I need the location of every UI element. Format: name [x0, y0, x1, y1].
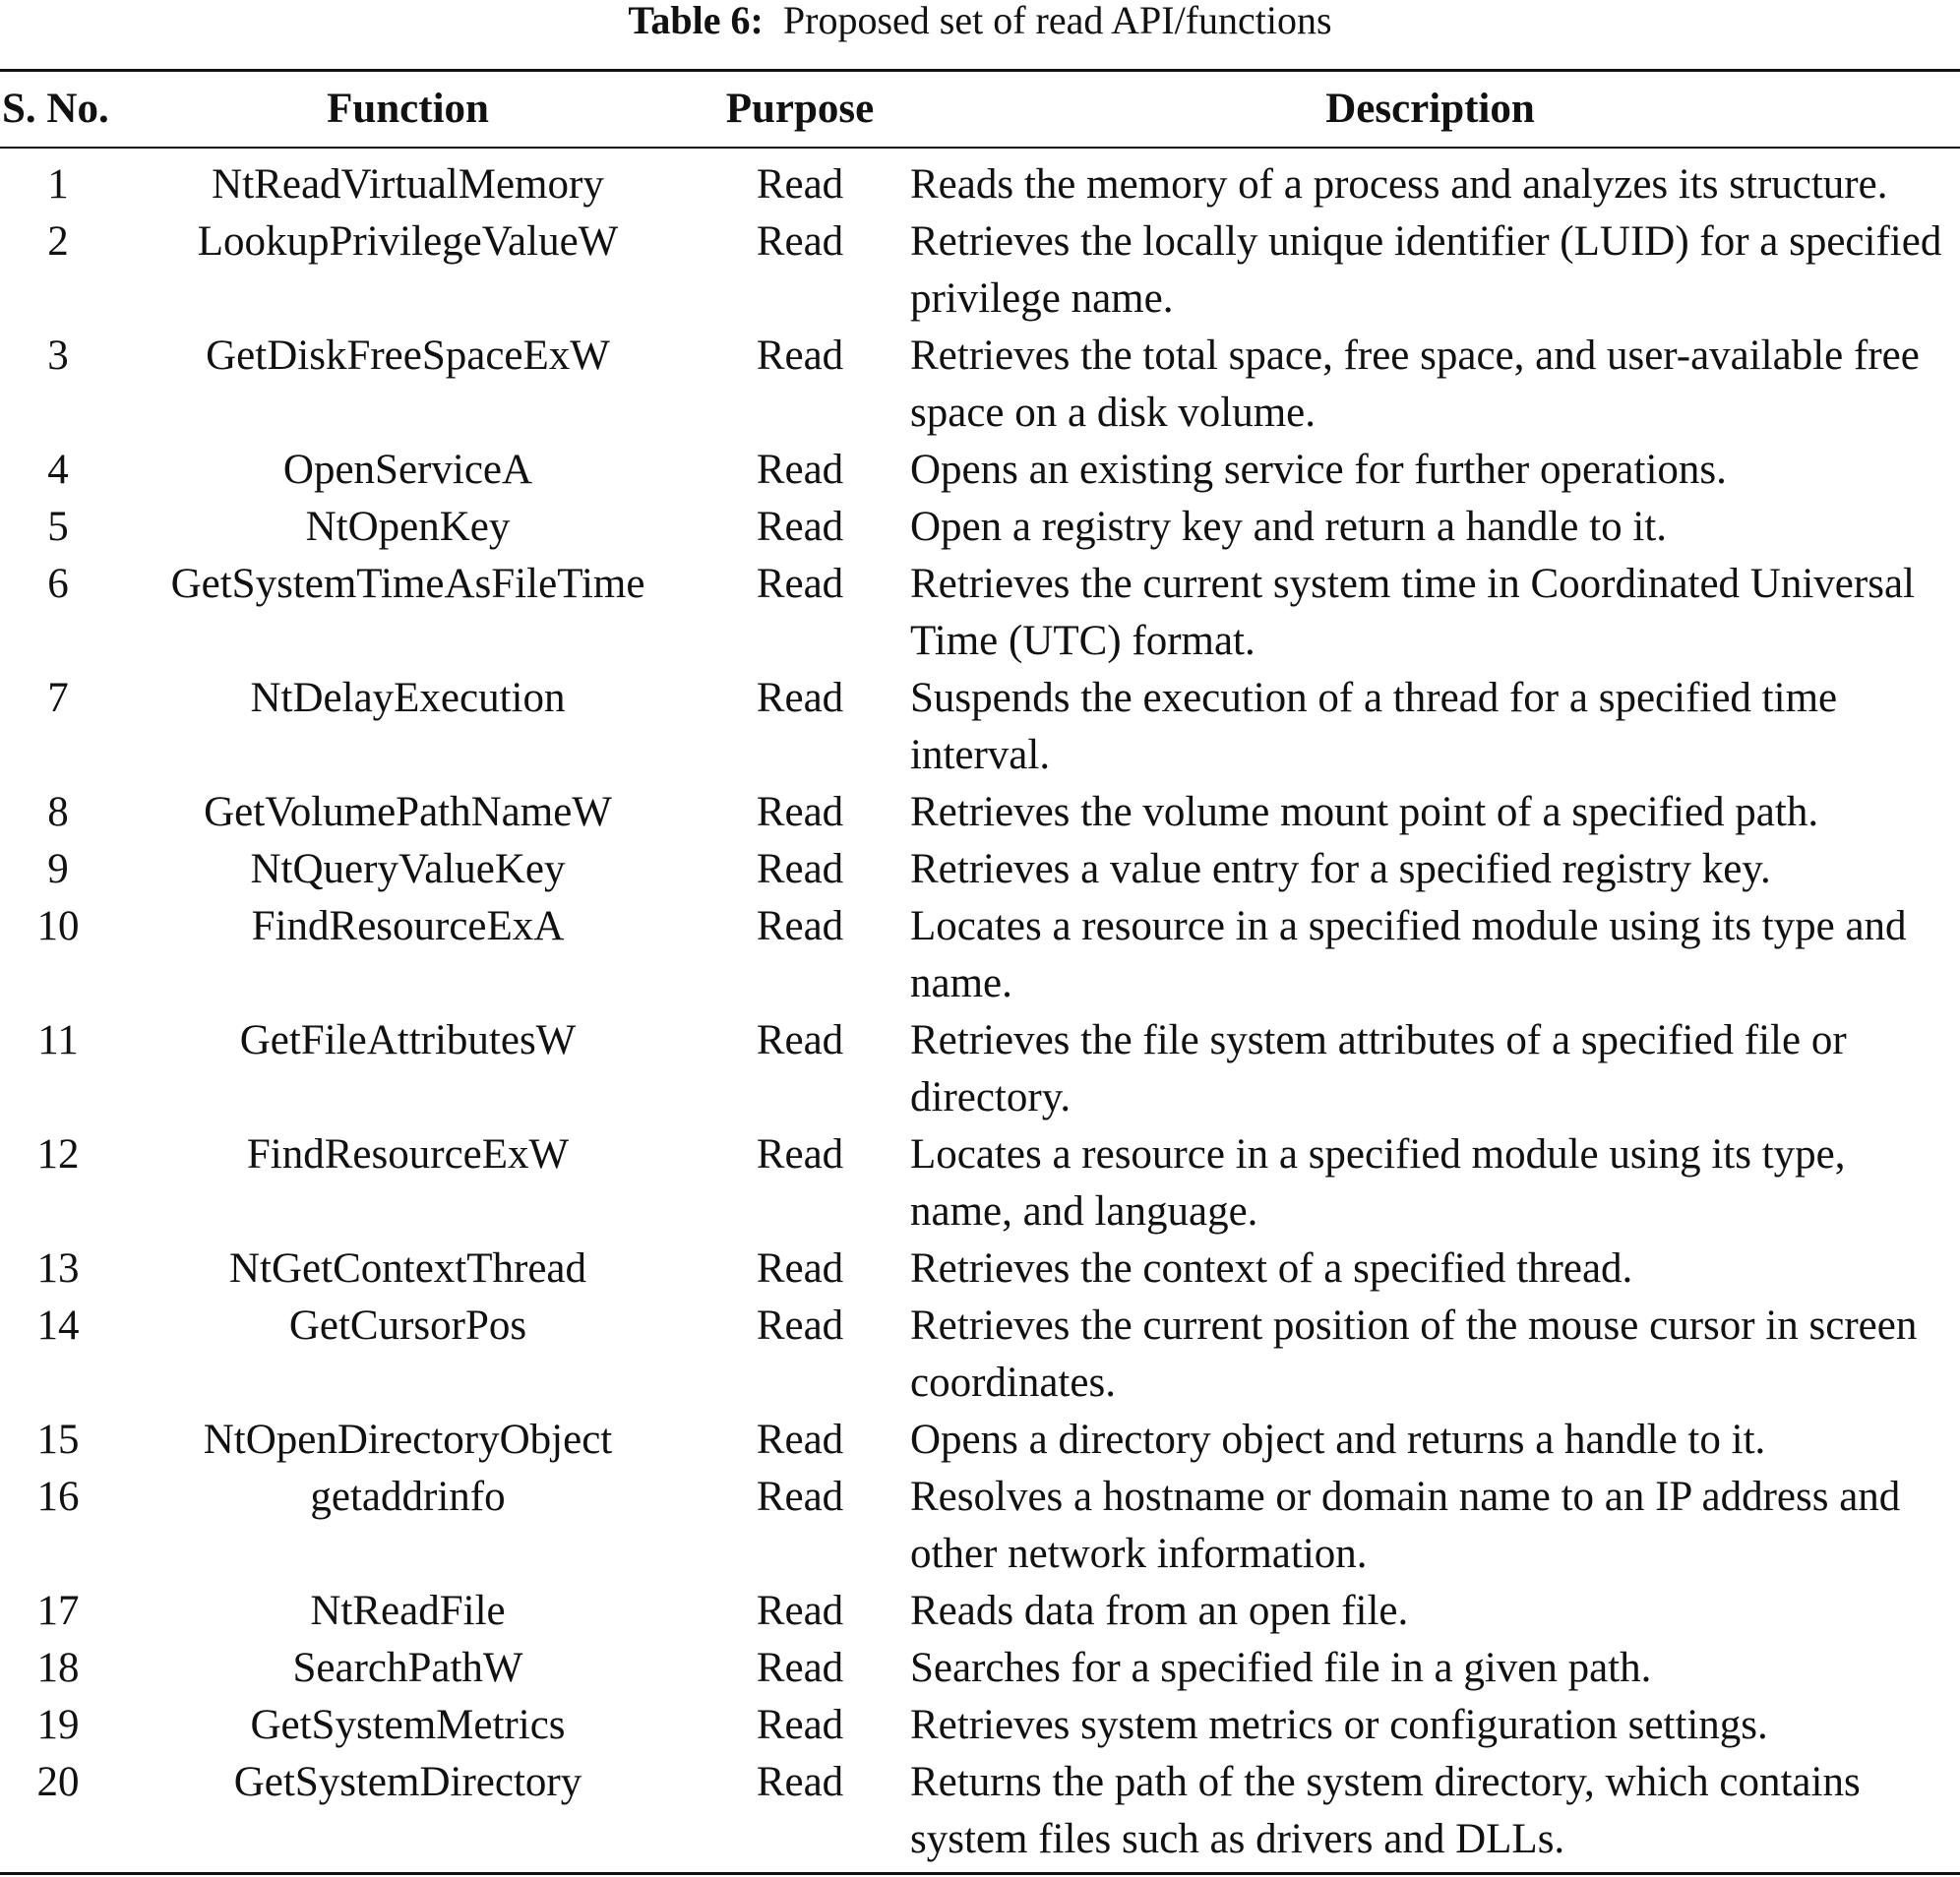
table-row — [0, 1241, 1960, 1298]
cell-function: GetFileAttributesW — [239, 1017, 577, 1063]
cell-purpose: Read — [756, 675, 844, 721]
cell-sno: 19 — [36, 1702, 80, 1748]
cell-sno: 16 — [36, 1474, 80, 1520]
cell-function: NtOpenDirectoryObject — [203, 1417, 613, 1463]
cell-sno: 2 — [47, 218, 69, 265]
cell-description: Locates a resource in a specified module using its type, name, and language. — [910, 1131, 1846, 1235]
cell-description: Returns the path of the system directory, which contains system files such as drivers and DLLs. — [910, 1759, 1861, 1862]
cell-purpose: Read — [756, 1017, 844, 1063]
table-caption — [0, 0, 1960, 41]
cell-function: FindResourceExA — [251, 903, 565, 949]
cell-function: GetSystemMetrics — [250, 1702, 566, 1748]
cell-function: SearchPathW — [292, 1645, 523, 1691]
header-sno: S. No. — [2, 86, 109, 132]
cell-sno: 6 — [47, 561, 69, 607]
cell-sno: 20 — [36, 1759, 80, 1805]
cell-purpose: Read — [756, 1759, 844, 1805]
cell-function: NtQueryValueKey — [250, 846, 566, 892]
cell-description: Retrieves a value entry for a specified registry key. — [910, 846, 1771, 892]
cell-sno: 1 — [47, 161, 69, 208]
table-row — [0, 499, 1960, 556]
cell-sno: 11 — [37, 1017, 79, 1063]
cell-description: Retrieves the context of a specified thread. — [910, 1245, 1633, 1292]
cell-sno: 15 — [36, 1417, 80, 1463]
cell-description: Retrieves the current system time in Coordinated Universal Time (UTC) format. — [910, 561, 1915, 664]
cell-function: LookupPrivilegeValueW — [197, 218, 619, 265]
cell-function: getaddrinfo — [310, 1474, 506, 1520]
cell-sno: 17 — [36, 1588, 80, 1634]
cell-sno: 18 — [36, 1645, 80, 1691]
cell-sno: 5 — [47, 504, 69, 550]
api-functions-table — [0, 69, 1960, 1875]
cell-function: GetCursorPos — [288, 1302, 527, 1349]
cell-description: Retrieves the volume mount point of a specified path. — [910, 789, 1819, 835]
cell-purpose: Read — [756, 1588, 844, 1634]
table-caption-label: Table 6: — [628, 0, 764, 42]
cell-purpose: Read — [756, 1417, 844, 1463]
cell-purpose: Read — [756, 161, 844, 208]
table-body — [0, 148, 1960, 1874]
cell-sno: 4 — [47, 447, 69, 493]
header-purpose: Purpose — [725, 86, 875, 132]
cell-description: Retrieves the file system attributes of a specified file or directory. — [910, 1017, 1847, 1120]
table-row — [0, 1754, 1960, 1874]
table-row — [0, 328, 1960, 442]
cell-purpose: Read — [756, 846, 844, 892]
table-row — [0, 442, 1960, 499]
header-function: Function — [327, 86, 489, 132]
table-row — [0, 148, 1960, 213]
table-header-row — [0, 71, 1960, 149]
table-row — [0, 1583, 1960, 1640]
table-row — [0, 670, 1960, 784]
cell-purpose: Read — [756, 333, 844, 379]
table-caption-title: Proposed set of read API/functions — [782, 0, 1332, 42]
cell-purpose: Read — [756, 789, 844, 835]
cell-sno: 3 — [47, 333, 69, 379]
table-header — [0, 71, 1960, 149]
cell-purpose: Read — [756, 1702, 844, 1748]
cell-description: Retrieves the total space, free space, and user-available free space on a disk volume. — [910, 333, 1920, 436]
cell-description: Retrieves system metrics or configuration settings. — [910, 1702, 1768, 1748]
table-row — [0, 1697, 1960, 1754]
cell-purpose: Read — [756, 1302, 844, 1349]
header-description: Description — [1325, 86, 1535, 132]
table-row — [0, 784, 1960, 841]
cell-sno: 7 — [47, 675, 69, 721]
cell-description: Opens a directory object and returns a handle to it. — [910, 1417, 1766, 1463]
table-row — [0, 213, 1960, 328]
table-row — [0, 841, 1960, 898]
cell-description: Retrieves the locally unique identifier (LUID) for a specified privilege name. — [910, 218, 1942, 322]
cell-purpose: Read — [756, 218, 844, 265]
cell-purpose: Read — [756, 447, 844, 493]
cell-function: GetSystemDirectory — [233, 1759, 582, 1805]
cell-sno: 8 — [47, 789, 69, 835]
cell-purpose: Read — [756, 1474, 844, 1520]
cell-function: NtReadVirtualMemory — [212, 161, 604, 208]
cell-function: NtDelayExecution — [250, 675, 566, 721]
cell-sno: 10 — [36, 903, 80, 949]
table-row — [0, 898, 1960, 1012]
cell-sno: 13 — [36, 1245, 80, 1292]
cell-description: Opens an existing service for further operations. — [910, 447, 1727, 493]
table-row — [0, 1640, 1960, 1697]
cell-purpose: Read — [756, 903, 844, 949]
cell-description: Resolves a hostname or domain name to an IP address and other network information. — [910, 1474, 1901, 1577]
cell-purpose: Read — [756, 1245, 844, 1292]
cell-description: Locates a resource in a specified module using its type and name. — [910, 903, 1907, 1006]
cell-description: Reads the memory of a process and analyzes its structure. — [910, 161, 1888, 208]
table-row — [0, 1412, 1960, 1469]
cell-purpose: Read — [756, 561, 844, 607]
cell-description: Open a registry key and return a handle to it. — [910, 504, 1667, 550]
cell-function: NtReadFile — [310, 1588, 506, 1634]
cell-function: GetVolumePathNameW — [204, 789, 612, 835]
cell-purpose: Read — [756, 1131, 844, 1178]
table-row — [0, 1469, 1960, 1583]
table-row — [0, 1126, 1960, 1241]
table-row — [0, 556, 1960, 670]
cell-function: OpenServiceA — [282, 447, 533, 493]
cell-sno: 9 — [47, 846, 69, 892]
cell-description: Retrieves the current position of the mouse cursor in screen coordinates. — [910, 1302, 1918, 1406]
cell-function: NtOpenKey — [305, 504, 511, 550]
cell-sno: 12 — [36, 1131, 80, 1178]
cell-purpose: Read — [756, 504, 844, 550]
table-row — [0, 1298, 1960, 1412]
cell-purpose: Read — [756, 1645, 844, 1691]
cell-description: Suspends the execution of a thread for a specified time interval. — [910, 675, 1838, 778]
cell-function: GetDiskFreeSpaceExW — [206, 333, 610, 379]
cell-description: Searches for a specified file in a given path. — [910, 1645, 1652, 1691]
cell-sno: 14 — [36, 1302, 80, 1349]
cell-function: FindResourceExW — [246, 1131, 570, 1178]
cell-description: Reads data from an open file. — [910, 1588, 1409, 1634]
cell-function: NtGetContextThread — [228, 1245, 586, 1292]
cell-function: GetSystemTimeAsFileTime — [170, 561, 645, 607]
table-row — [0, 1012, 1960, 1126]
